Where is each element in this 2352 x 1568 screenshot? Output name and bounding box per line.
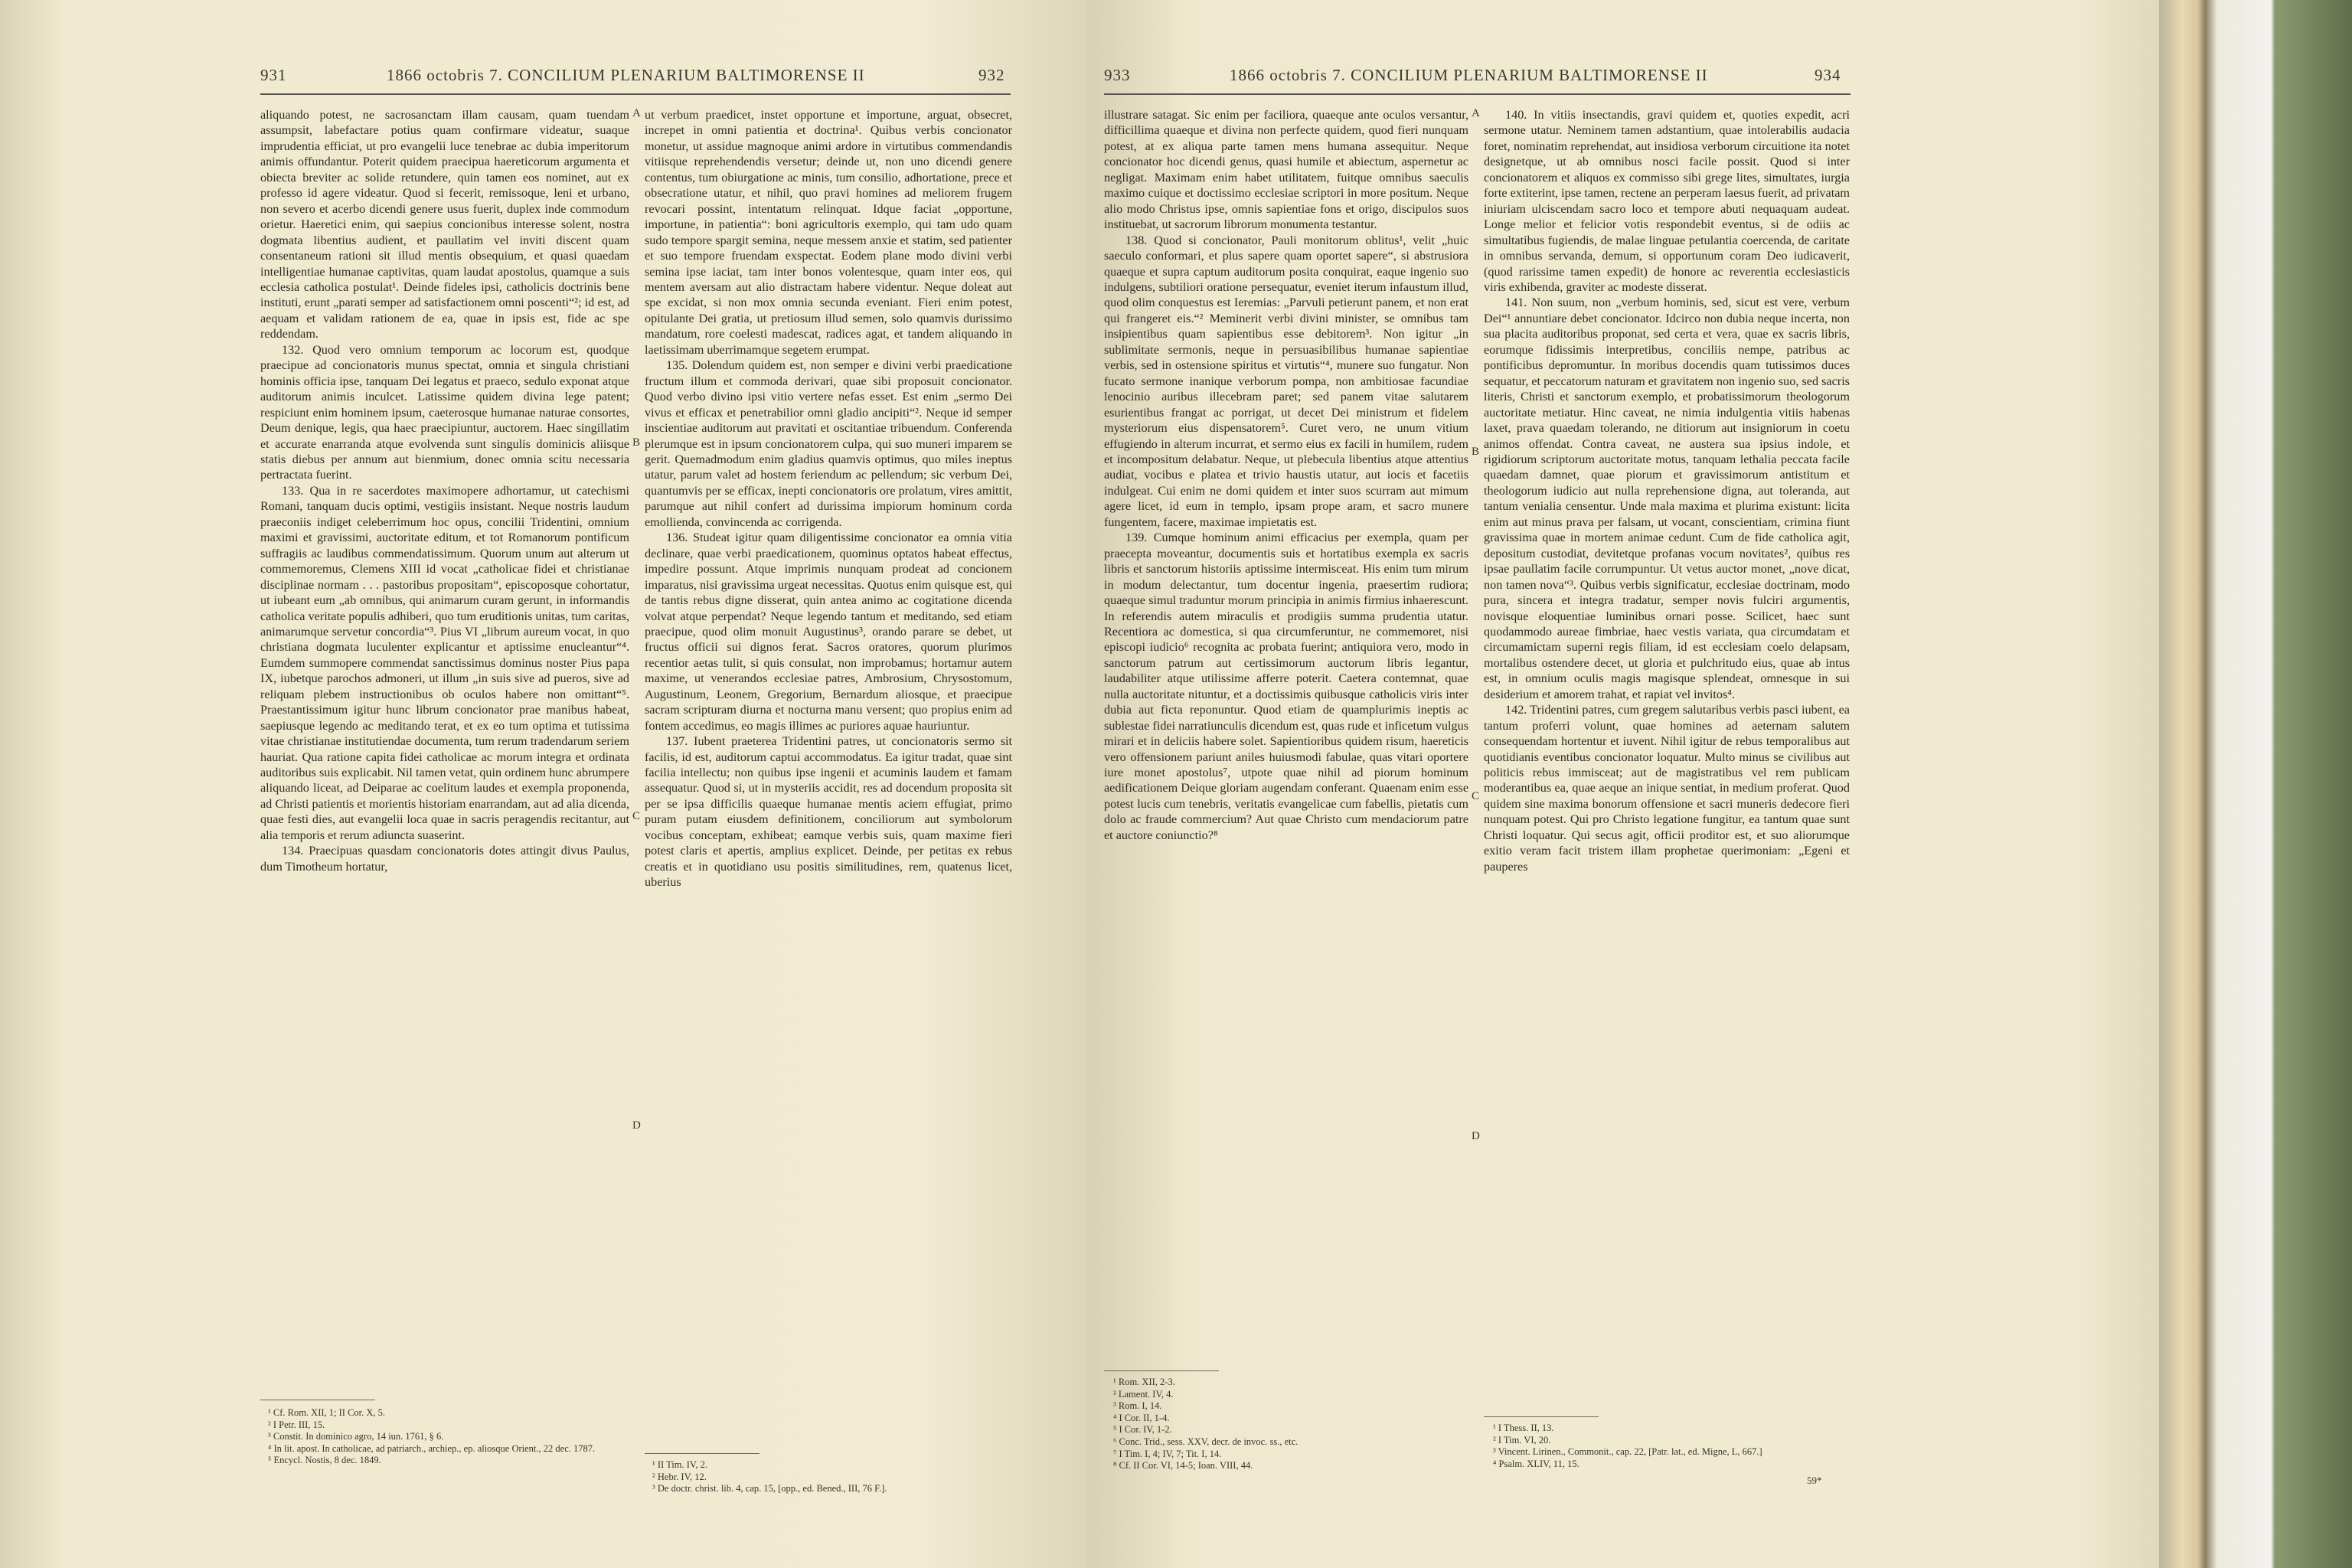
footnote: ¹ II Tim. IV, 2. (652, 1459, 707, 1470)
footnote: ⁸ Cf. II Cor. VI, 14-5; Ioan. VIII, 44. (1113, 1460, 1253, 1472)
footnote: ² I Tim. VI, 20. (1493, 1434, 1551, 1446)
paragraph-140: 140. In vitiis insectandis, gravi quidem et, quoties expedit, acri sermone utatur. Neminem tamen adstantium, quae intolerabilis audacia foret, nominatim reprehendat, aut insidiosa verborum circuitione ita notet designetque, ut ab omnibus nosci facile possit. Quod si inter concionatorem et aliquos ex commisso sibi grege lites, simultates, iurgia forte extiterint, ipse tamen, rectene an perperam laesus fuerit, ad privatam iniuriam ulciscendam sacro loco et tempore abuti nequaquam audeat. Longe melior et felicior votis respondebit eventus, si de odiis ac simultatibus fugiendis, de malae linguae petulantia coercenda, de caritate in omnibus servanda, demum, si opportunum coram Deo iudicaverit, (quod rarissime tamen expedit) de honore ac reverentia ecclesiasticis viris exhibenda, graviter ac modeste disserat. (1484, 108, 1850, 294)
paragraph-137: 137. Iubent praeterea Tridentini patres, ut concionatoris sermo sit facilis, id est, auditorum captui accommodatus. Ea igitur tradat, quae sint facilia intellectu; non quibus ipse ingenii et acuminis laudem et famam assequatur. Quod si, ut in mysteriis accidit, res ad docendum proposita sit per se ipsa difficilis quaeque humanae mentis aciem effugiat, primo puram putam eiusdem definitionem, conciliorum aut symbolorum vocibus conceptam, exhibeat; eamque verbis suis, quam maxime fieri potest claris et apertis, amplius explicet. Deinde, per petitas ex rebus creatis et in quotidiano usu positis similitudines, rem, quatenus licet, uberius (645, 734, 1012, 890)
footnote-rule (1104, 1370, 1219, 1371)
book-edge (2159, 0, 2352, 1568)
margin-letter-d: D (1472, 1130, 1480, 1142)
page-number-932: 932 (978, 66, 1005, 84)
footnote: ³ Vincent. Lirinen., Commonit., cap. 22, [Patr. lat., ed. Migne, L, 667.] (1493, 1446, 1762, 1458)
margin-letter-a: A (1472, 107, 1480, 119)
header-rule-left (260, 93, 1011, 95)
footnote: ² I Petr. III, 15. (268, 1419, 325, 1430)
footnotes-right-col2 (1493, 1423, 1845, 1470)
footnotes-left-col1 (268, 1407, 620, 1467)
footnote: ¹ I Thess. II, 13. (1493, 1423, 1554, 1433)
left-page (0, 0, 1087, 1568)
margin-letter-c: C (1472, 790, 1480, 802)
paragraph-139: 139. Cumque hominum animi efficacius per exempla, quam per praecepta moveantur, documentis suis et hortatibus exempla ex sacris libris et sanctorum historiis aptissime intermisceat. His enim tum mirum in modum delectantur, tum docentur ingenia, praesertim rudiora; quaeque simul traduntur morum principia in animis firmius inhaerescunt. In referendis autem miraculis et prodigiis summa prudentia utatur. Recentiora ac domestica, si qua circumferuntur, ne commemoret, nisi episcopi iudicio⁶ recognita ac probata fuerint; antiquiora vero, modo in sanctorum patrum aut certissimorum auctorum libris legantur, laudabiliter atque utilissime afferre poterit. Caetera contemnat, quae nulla auctoritate nituntur, et a doctissimis quibusque catholicis viris inter dubia aut ficta reponuntur. Quod etiam de quamplurimis ineptis ac sublestae fidei narratiunculis dicendum est, quas rude et inficetum vulgus mirari et in deliciis habere solet. Sapientioribus quidem risum, haereticis vero offensionem pariunt aniles huiusmodi fabulae, quas vitari oportere iure monet apostolus⁷, utpote quae nihil ad piorum hominum aedificationem Deique gloriam augendam conferant. Quaenam enim esse potest lucis cum tenebris, veritatis evangelicae cum fabellis, pietatis cum dolo ac fraude commercium? Aut quae Christo cum mendaciorum patre et auctore coniunctio?⁸ (1104, 531, 1468, 842)
right-page-column-1 (1104, 107, 1468, 843)
paragraph-132: 132. Quod vero omnium temporum ac locorum est, quodque praecipue ad concionatoris munus spectat, omnia et singula christiani hominis officia ipse, tanquam Dei legatus et praeco, sedulo exponat atque auditorum animis inculcet. Latissime quidem divina lege patent; respiciunt enim hominem ipsum, caeterosque humanae naturae consortes, Deum denique, legis, qua haec praecipiuntur, auctorem. Haec singillatim et accurate enarranda atque evolvenda sunt singulis dominicis aliisque statis diebus per annum aut bienmium, donec omnia scitu necessaria pertractata fuerint. (260, 342, 629, 482)
page-number-933: 933 (1104, 66, 1131, 84)
footnotes-right-col1 (1113, 1377, 1298, 1472)
paragraph-141: 141. Non suum, non „verbum hominis, sed, sicut est vere, verbum Dei“¹ annuntiare debet concionator. Idcirco non dubia neque incerta, non sua placita auditoribus proponat, sed certa et vera, quae ex sacris libris, eorumque fidissimis interpretibus, conciliis nempe, patribus ac pontificibus depromuntur. In moribus docendis quam tutissimos duces sequatur, et peccatorum naturam et gravitatem non ingenio suo, sed sacris literis, Christi et sanctorum exemplo, et probatissimorum theologorum auctoritate metiatur. Hinc caveat, ne nimia indulgentia vitiis habenas laxet, prava quaedam tolerando, ne ditiorum aut insigniorum in coetu animos offendat. Contra caveat, ne austera sua ipsius indole, et rigidiorum scriptorum auctoritate motus, tanquam lethalia peccata facile quaedam damnet, quae piorum et gravissimorum antistitum et theologorum iudicio aut nulla reprehensione digna, aut toleranda, aut tantum venialia censentur. Unde mala maxima et plurima existunt: licita enim aut minus prava per falsam, ut vocant, conscientiam, crimina fiunt gravissima quae in mortem animae cedunt. Cum de fide catholica agit, depositum custodiat, devitetque profanas vocum novitates², quibus res ipsae paullatim facile corrumpuntur. Ut vetus auctor monet, „nove dicat, non tamen nova“³. Quibus verbis significatur, ecclesiae doctrinam, modo pura, sincera et integra tradatur, semper novis fulciri argumentis, novisque eloquentiae luminibus ornari posse. Scilicet, haec sunt quodammodo aureae fimbriae, haec vestis variata, qua circumdatam et circumamictam superni regis filiam, id est ecclesiam coelo delapsam, mortalibus ostendere decet, ut gloria et pulchritudo eius, quae ab intus est, in omnium oculis magis magisque splendeat, omnesque in sui desiderium et amorem trahat, et rapiat vel invitos⁴. (1484, 296, 1850, 701)
paragraph: illustrare satagat. Sic enim per faciliora, quaeque ante oculos versantur, difficillima quaeque et divina non perfecte quidem, quod fieri nunquam potest, at ex aliqua parte tamen mens humana assequitur. Neque concionator hoc dicendi genus, quasi humile et abiectum, aspernetur ac negligat. Maximam enim habet utilitatem, fuitque omnibus saeculis maximo cuique et doctissimo ecclesiae scriptori in more positum. Neque alio modo Christus ipse, omnis sapientiae fons et origo, discipulos suos instituebat, ut sacrorum librorum monumenta testantur. (1104, 108, 1468, 232)
footnote: ⁶ Conc. Trid., sess. XXV, decr. de invoc. ss., etc. (1113, 1436, 1298, 1447)
footnote: ¹ Rom. XII, 2-3. (1113, 1377, 1175, 1387)
footnote: ¹ Cf. Rom. XII, 1; II Cor. X, 5. (268, 1407, 386, 1418)
footnote: ² Hebr. IV, 12. (652, 1471, 707, 1482)
footnote: ⁴ I Cor. II, 1-4. (1113, 1412, 1170, 1423)
footnote: ³ Rom. I, 14. (1113, 1400, 1162, 1412)
paragraph-133: 133. Qua in re sacerdotes maximopere adhortamur, ut catechismi Romani, tanquam ducis optimi, vestigiis insistant. Neque nostris laudum praeconiis indiget celeberrimum hoc opus, concilii Tridentini, omnium maximi et gravissimi, auctoritate editum, et tot Romanorum pontificum suffragiis ac laudibus commendatissimum. Quorum unum aut alterum ut commemoremus, Clemens XIII id vocat „catholicae fidei et christianae disciplinae normam . . . pastoribus propositam“, episcoposque cohortatur, ut iubeant eum „ab omnibus, qui animarum curam gerunt, in informandis catholica veritate populis adhiberi, quo tum eruditionis unitas, tum caritas, animarumque servetur concordia“³. Pius VI „librum aureum vocat, in quo christiana dogmata luculenter explicantur et aptissime enucleantur“⁴. Eumdem summopere commendat sanctissimus dominus noster Pius papa IX, iubetque parochos admoneri, ut illum „in suis sive ad pueros, sive ad reliquam plebem instructionibus ob oculos habere non omittant“⁵. Praestantissimum igitur hunc librum concionator prae manibus habeat, saepiusque legendo ac meditando terat, et ex eo tum optima et tutissima vitae christianae institutiendae documenta, tum rerum tradendarum seriem hauriat. Qua ratione capita fidei catholicae ac morum integra et ordinata auditoribus suis explicabit. Nil tamen vetat, quin ordinem hunc abrumpere aliquando liceat, ad Deiparae ac coelitum laudes et exempla proponenda, ad Christi patientis et morientis historiam enarrandam, aut ad alia dicenda, quae festi dies, aut evangelii loca quae in sacris peragendis recitantur, aut alia temporis et rerum adiuncta suaserint. (260, 483, 629, 842)
margin-letter-b: B (632, 436, 641, 449)
footnote: ⁵ Encycl. Nostis, 8 dec. 1849. (268, 1455, 381, 1466)
margin-letter-b: B (1472, 446, 1480, 458)
paragraph: ut verbum praedicet, instet opportune et importune, arguat, obsecret, increpet in omni patientia et doctrina¹. Quibus verbis concionator monetur, ut assidue magnoque animi ardore in virtutibus commendandis vitiisque reprehendendis versetur; deinde ut, non uno dicendi genere contentus, tum obiurgatione ac minis, tum consilio, adhortatione, prece et obsecratione utatur, et nihil, quo pravi homines ad meliorem frugem revocari possint, intentatum relinquat. Idque faciat „opportune, importune, in patientia“: boni agricultoris exemplo, qui tam udo quam sudo tempore spargit semina, neque messem anxie et statim, sed patienter et suo tempore fruendam exspectat. Eodem plane modo divini verbi semina ipse iaciat, tam inter bonos volentesque, quam inter eos, qui mentem aversam aut alio distractam habere videntur. Neque doleat aut spe excidat, si non mox omnia secunda eveniant. Fieri enim potest, opitulante Dei gratia, ut pretiosum illud semen, solo quamvis durissimo mandatum, rore coelesti madescat, radices agat, et tandem aliquando in laetissimam uberrimamque segetem erumpat. (645, 108, 1012, 357)
footnote: ³ De doctr. christ. lib. 4, cap. 15, [opp., ed. Bened., III, 76 F.]. (652, 1483, 887, 1494)
page-number-934: 934 (1815, 66, 1841, 84)
paragraph-134: 134. Praecipuas quasdam concionatoris dotes attingit divus Paulus, dum Timotheum hortatur, (260, 844, 629, 874)
left-page-column-1 (260, 107, 629, 874)
footnote-rule (645, 1453, 760, 1454)
header-rule-right (1104, 93, 1851, 95)
footnote: ² Lament. IV, 4. (1113, 1388, 1174, 1400)
page-number-931: 931 (260, 66, 287, 84)
paragraph: aliquando potest, ne sacrosanctam illam causam, quam tuendam assumpsit, labefactare potius quam confirmare videatur, suaque imprudentia efficiat, ut pro evangelii luce tenebrae ac dubia imperitorum animis offundantur. Poterit quidem praecipua haereticorum argumenta et obiecta breviter ac solide retundere, quin tamen eos nominet, aut ex professo id agere videatur. Quod si fecerit, remissoque, leni et urbano, non severo et acerbo dicendi genere usus fuerit, duplex inde commodum orietur. Haeretici enim, qui saepius concionibus interesse solent, nostra dogmata libentius audient, et paullatim vel inviti discent quam consentaneum rationi sit illud mentis obsequium, et quasi quaedam intelligentiae humanae captivitas, quam laudat apostolus, quamque a suis ecclesia catholica postulat¹. Deinde fideles ipsi, catholicis doctrinis bene instituti, erunt „parati semper ad satisfactionem omni poscenti“²; id est, ad aequam et validam rationem de ea, quae in ipsis est, fide ac spe reddendam. (260, 108, 629, 341)
footnote: ⁷ I Tim. I, 4; IV, 7; Tit. I, 14. (1113, 1448, 1222, 1459)
footnote: ⁴ In lit. apost. In catholicae, ad patriarch., archiep., ep. aliosque Orient., 22 dec. 1787. (268, 1442, 596, 1454)
left-page-column-2 (645, 107, 1012, 890)
footnote: ⁵ I Cor. IV, 1-2. (1113, 1424, 1172, 1436)
footnote-rule (1484, 1416, 1599, 1417)
margin-letter-c: C (632, 810, 641, 822)
paragraph-138: 138. Quod si concionator, Pauli monitorum oblitus¹, velit „huic saeculo conformari, et plus sapere quam oportet sapere“, si abstrusiora quaeque et supra captum auditorum posita conquirat, eaque ingenio suo indulgens, subtiliori oratione persequatur, eveniet iterum infaustum illud, quod olim conquestus est Ieremias: „Parvuli petierunt panem, et non erat qui frangeret eis.“² Meminerit verbi divini minister, se omnibus tam insipientibus quam sapientibus esse debitorem³. Non igitur „in sublimitate sermonis, neque in persuasibilibus humanae sapientiae verbis, sed in ostensione spiritus et virtutis“⁴, munere suo fungatur. Non fucato sermone inanique verborum pompa, non ambitiosae facundiae lenocinio auribus illecebram paret; sed panem vitae salutarem esurientibus frangat ac porrigat, ut decet Dei ministrum et fidelem mysteriorum eius dispensatorem⁵. Curet vero, ne unum vitium effugiendo in alterum incurrat, et sermo eius ex facili in humilem, rudem et incompositum delabatur. Neque, ut plebecula libentius atque attentius audiat, vocibus e platea et trivio haustis utatur, aut iocis et facetiis indulgeat. Cui enim ne domi quidem et inter suos scurram aut mimum agere licet, id eum in templo, ipsam prope aram, et sacro munere fungentem, facere, maximae impietatis est. (1104, 233, 1468, 529)
paragraph-135: 135. Dolendum quidem est, non semper e divini verbi praedicatione fructum illum et commoda derivari, quae sibi proposuit concionator. Quod verbo divino ipsi vitio vertere nefas esset. Est enim „sermo Dei vivus et efficax et penetrabilior omni gladio ancipiti“². Neque id semper inscientiae auditorum aut pravitati et oscitantiae tribuendum. Conferenda plerumque est in ipsum concionatorem culpa, qui suo muneri imparem se gerit. Quemadmodum enim gladius quamvis optimus, quo miles ineptus utatur, parum valet ad hostem feriendum ac pellendum; sic verbum Dei, quantumvis per se efficax, inepti concionatoris ore prolatum, vires amittit, parumque aut nihil confert ad durissima impiorum hominum corda emollienda, convincenda ac corrigenda. (645, 358, 1012, 529)
signature-mark: 59* (1807, 1475, 1822, 1486)
margin-letter-a: A (632, 107, 641, 119)
running-title-left: 1866 octobris 7. CONCILIUM PLENARIUM BALTIMORENSE II (387, 66, 865, 84)
footnote: ⁴ Psalm. XLIV, 11, 15. (1493, 1458, 1579, 1469)
running-title-right: 1866 octobris 7. CONCILIUM PLENARIUM BALTIMORENSE II (1230, 66, 1708, 84)
right-page (1087, 0, 2159, 1568)
footnote: ³ Constit. In dominico agro, 14 iun. 1761, § 6. (268, 1431, 444, 1442)
paragraph-142: 142. Tridentini patres, cum gregem salutaribus verbis pasci iubent, ea tantum proferri volunt, quae homines ad aeternam salutem consequendam hortentur et iuvent. Nihil igitur de rebus temporalibus aut quotidianis eventibus concionator loquatur. Multo minus se civilibus aut politicis rebus immisceat; aut de magistratibus vel rem publicam moderantibus ea, quae aeque an inique sentiat, in medium proferat. Quod quidem sine maxima bonorum offensione et sacri muneris dedecore fieri nunquam potest. Qui pro Christo legatione fungitur, ea tantum quae sunt Christi loquatur. Qui secus agit, officii proditor est, et suo aliorumque exitio veram facit tristem illam prophetae querimoniam: „Egeni et pauperes (1484, 703, 1850, 874)
footnotes-left-col2 (652, 1459, 887, 1495)
right-page-column-2 (1484, 107, 1850, 874)
paragraph-136: 136. Studeat igitur quam diligentissime concionator ea omnia vitia declinare, quae verbi praedicationem, quominus optatos habeat effectus, impedire possunt. Atque imprimis nunquam prodeat ad concionem imparatus, nisi gravissima urgeat necessitas. Quotus enim quisque est, qui de tantis rebus digne disserat, quin antea animo ac cogitatione dicenda volvat atque perpendat? Neque legendo tantum et meditando, sed etiam praecipue, quod olim monuit Augustinus³, orando parare se debet, ut fructus officii sui dignos ferat. Sacros oratores, quorum plurimos recentior aetas tulit, si quis consulat, non improbamus; hortamur autem maxime, ut venerandos ecclesiae patres, Ambrosium, Chrysostomum, Augustinum, Leonem, Gregorium, Bernardum aliosque, et praecipue sacram scripturam diurna et nocturna manu versent; quo propius enim ad fontem accedimus, eo magis illimes ac puriores aquae hauriuntur. (645, 531, 1012, 733)
margin-letter-d: D (632, 1119, 641, 1132)
